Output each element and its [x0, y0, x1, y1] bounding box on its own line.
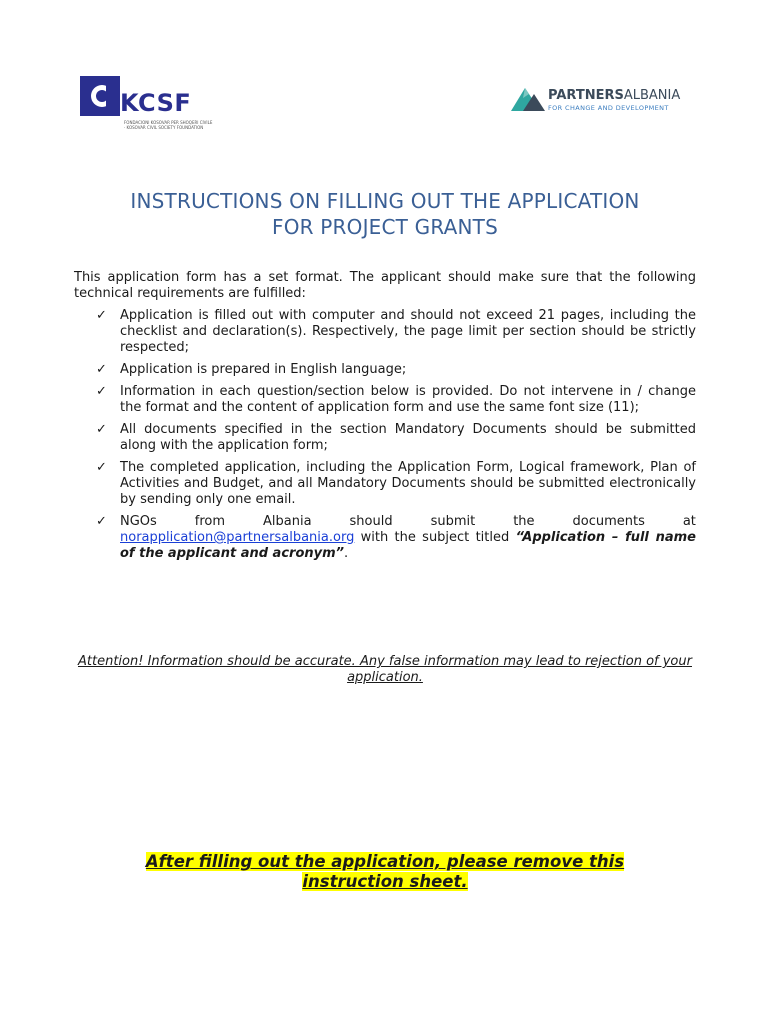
checkmark-icon: ✓ — [96, 308, 107, 323]
kcsf-logo-icon — [80, 76, 120, 116]
submission-line: NGOs from Albania should submit the documents at — [120, 514, 696, 529]
title-line-1: INSTRUCTIONS ON FILLING OUT THE APPLICATION — [130, 189, 640, 213]
requirement-text: The completed application, including the Application Form, Logical framework, Plan of Activities and Budget, and all Mandatory Documents should be submitted electronically by sending only one email. — [120, 460, 696, 507]
checkmark-icon: ✓ — [96, 514, 107, 529]
partners-albania-name: PARTNERSALBANIA — [548, 88, 681, 103]
requirement-text: Application is prepared in English language; — [120, 362, 407, 377]
subject-title: “Application – full name of the applicant and acronym” — [120, 530, 696, 561]
checkmark-icon: ✓ — [96, 422, 107, 437]
submission-details: norapplication@partnersalbania.org with the subject titled “Application – full name of the applicant and acronym”. — [120, 530, 696, 561]
remove-instruction-note — [110, 852, 660, 892]
email-link[interactable]: norapplication@partnersalbania.org — [120, 530, 355, 545]
requirement-text: Application is filled out with computer and should not exceed 21 pages, including the checklist and declaration(s). Respectively, the page limit per section should be strictly respected; — [120, 308, 696, 355]
checkmark-icon: ✓ — [96, 362, 107, 377]
highlighted-text: After filling out the application, please remove this instruction sheet. — [145, 852, 625, 891]
page-title — [60, 188, 710, 240]
list-item — [96, 308, 696, 356]
partners-albania-logo — [511, 84, 701, 118]
requirements-list — [96, 308, 696, 568]
requirement-text: All documents specified in the section Mandatory Documents should be submitted along with the application form; — [120, 422, 696, 453]
requirement-text: Information in each question/section below is provided. Do not intervene in / change the format and the content of application form and use the same font size (11); — [120, 384, 696, 415]
list-item — [96, 362, 696, 378]
list-item — [96, 460, 696, 508]
checkmark-icon: ✓ — [96, 384, 107, 399]
kcsf-logo-subtitle: FONDACIONI KOSOVAR PER SHOQERI CIVILE · KOSOVAR CIVIL SOCIETY FOUNDATION — [124, 120, 213, 130]
intro-paragraph: This application form has a set format. The applicant should make sure that the following technical requirements are fulfilled: — [74, 270, 696, 301]
requirement-text — [120, 514, 696, 562]
checkmark-icon: ✓ — [96, 460, 107, 475]
list-item — [96, 422, 696, 454]
list-item — [96, 514, 696, 562]
kcsf-logo-text: KCSF — [120, 89, 192, 117]
title-line-2: FOR PROJECT GRANTS — [271, 215, 498, 239]
list-item — [96, 384, 696, 416]
attention-note: Attention! Information should be accurate. Any false information may lead to rejection of your application. — [78, 654, 692, 685]
partners-albania-tagline: FOR CHANGE AND DEVELOPMENT — [548, 104, 669, 112]
kcsf-logo — [80, 76, 213, 136]
mountain-icon — [511, 84, 545, 112]
